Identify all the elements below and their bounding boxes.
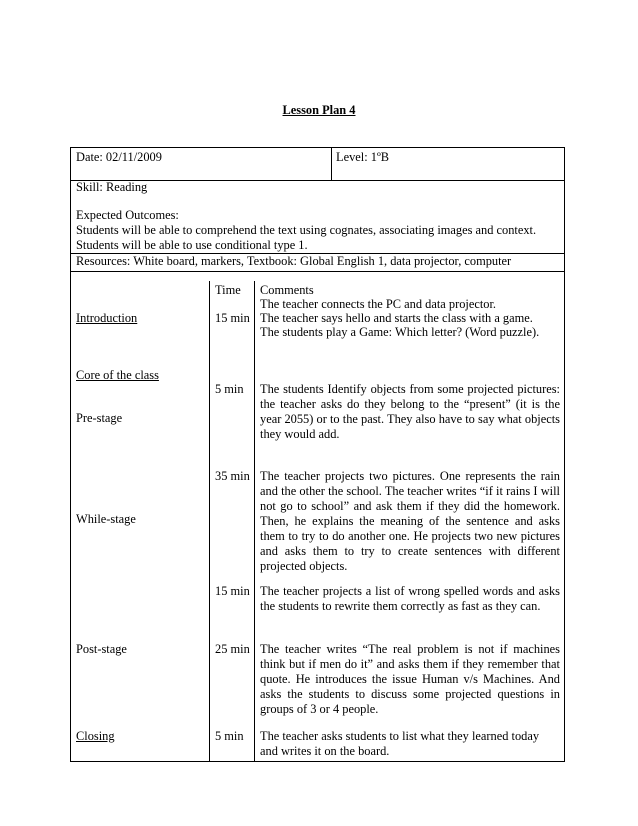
stage-closing: Closing xyxy=(76,729,115,743)
outcome-item: Students will be able to comprehend the text using cognates, associating images and context. xyxy=(76,223,537,237)
time-introduction: 15 min xyxy=(215,311,250,325)
stage-pre: Pre-stage xyxy=(76,411,123,425)
comment-line: The teacher says hello and starts the class with a game. xyxy=(260,311,533,325)
stage-core: Core of the class xyxy=(76,368,159,382)
stage-introduction: Introduction xyxy=(76,311,138,325)
comment-while-stage: The teacher projects two pictures. One represents the rain and the other the school. The teacher writes “if it rains I will not go to school” and ask them if they did the homework. Then, he explains the meaning of the sentence and asks them to try to do another one. He projects two new pictures and asks them to try to create sentences with different projected objects. xyxy=(260,469,560,573)
comment-line: and writes it on the board. xyxy=(260,744,390,758)
time-closing: 5 min xyxy=(215,729,244,743)
page-title: Lesson Plan 4 xyxy=(282,103,356,117)
level-field: Level: 1ºB xyxy=(336,150,390,164)
outcomes-label: Expected Outcomes: xyxy=(76,208,179,222)
comment-while-stage-2: The teacher projects a list of wrong spelled words and asks the students to rewrite them correctly as fast as they can. xyxy=(260,584,560,613)
time-while-stage-2: 15 min xyxy=(215,584,250,598)
comment-line: The teacher asks students to list what they learned today xyxy=(260,729,540,743)
date-field: Date: 02/11/2009 xyxy=(76,150,162,164)
comment-line: The students play a Game: Which letter? (Word puzzle). xyxy=(260,325,540,339)
comment-line: The teacher connects the PC and data projector. xyxy=(260,297,497,311)
comment-pre-stage: The students Identify objects from some projected pictures: the teacher asks do they belong to the “present” (it is the year 2055) or to the past. They also have to say what objects they would add. xyxy=(260,382,560,441)
time-post-stage: 25 min xyxy=(215,642,250,656)
time-while-stage: 35 min xyxy=(215,469,250,483)
time-header: Time xyxy=(215,283,241,297)
resources-field: Resources: White board, markers, Textbook: Global English 1, data projector, computer xyxy=(76,254,512,268)
outcome-item: Students will be able to use conditional type 1. xyxy=(76,238,308,252)
comment-post-stage: The teacher writes “The real problem is not if machines think but if men do it” and asks them if they remember that quote. He introduces the issue Human v/s Machines. And asks the students to discuss some projected questions in groups of 3 or 4 people. xyxy=(260,642,560,716)
comments-header: Comments xyxy=(260,283,314,297)
skill-field: Skill: Reading xyxy=(76,180,148,194)
stage-while: While-stage xyxy=(76,512,136,526)
stage-post: Post-stage xyxy=(76,642,127,656)
time-pre-stage: 5 min xyxy=(215,382,244,396)
